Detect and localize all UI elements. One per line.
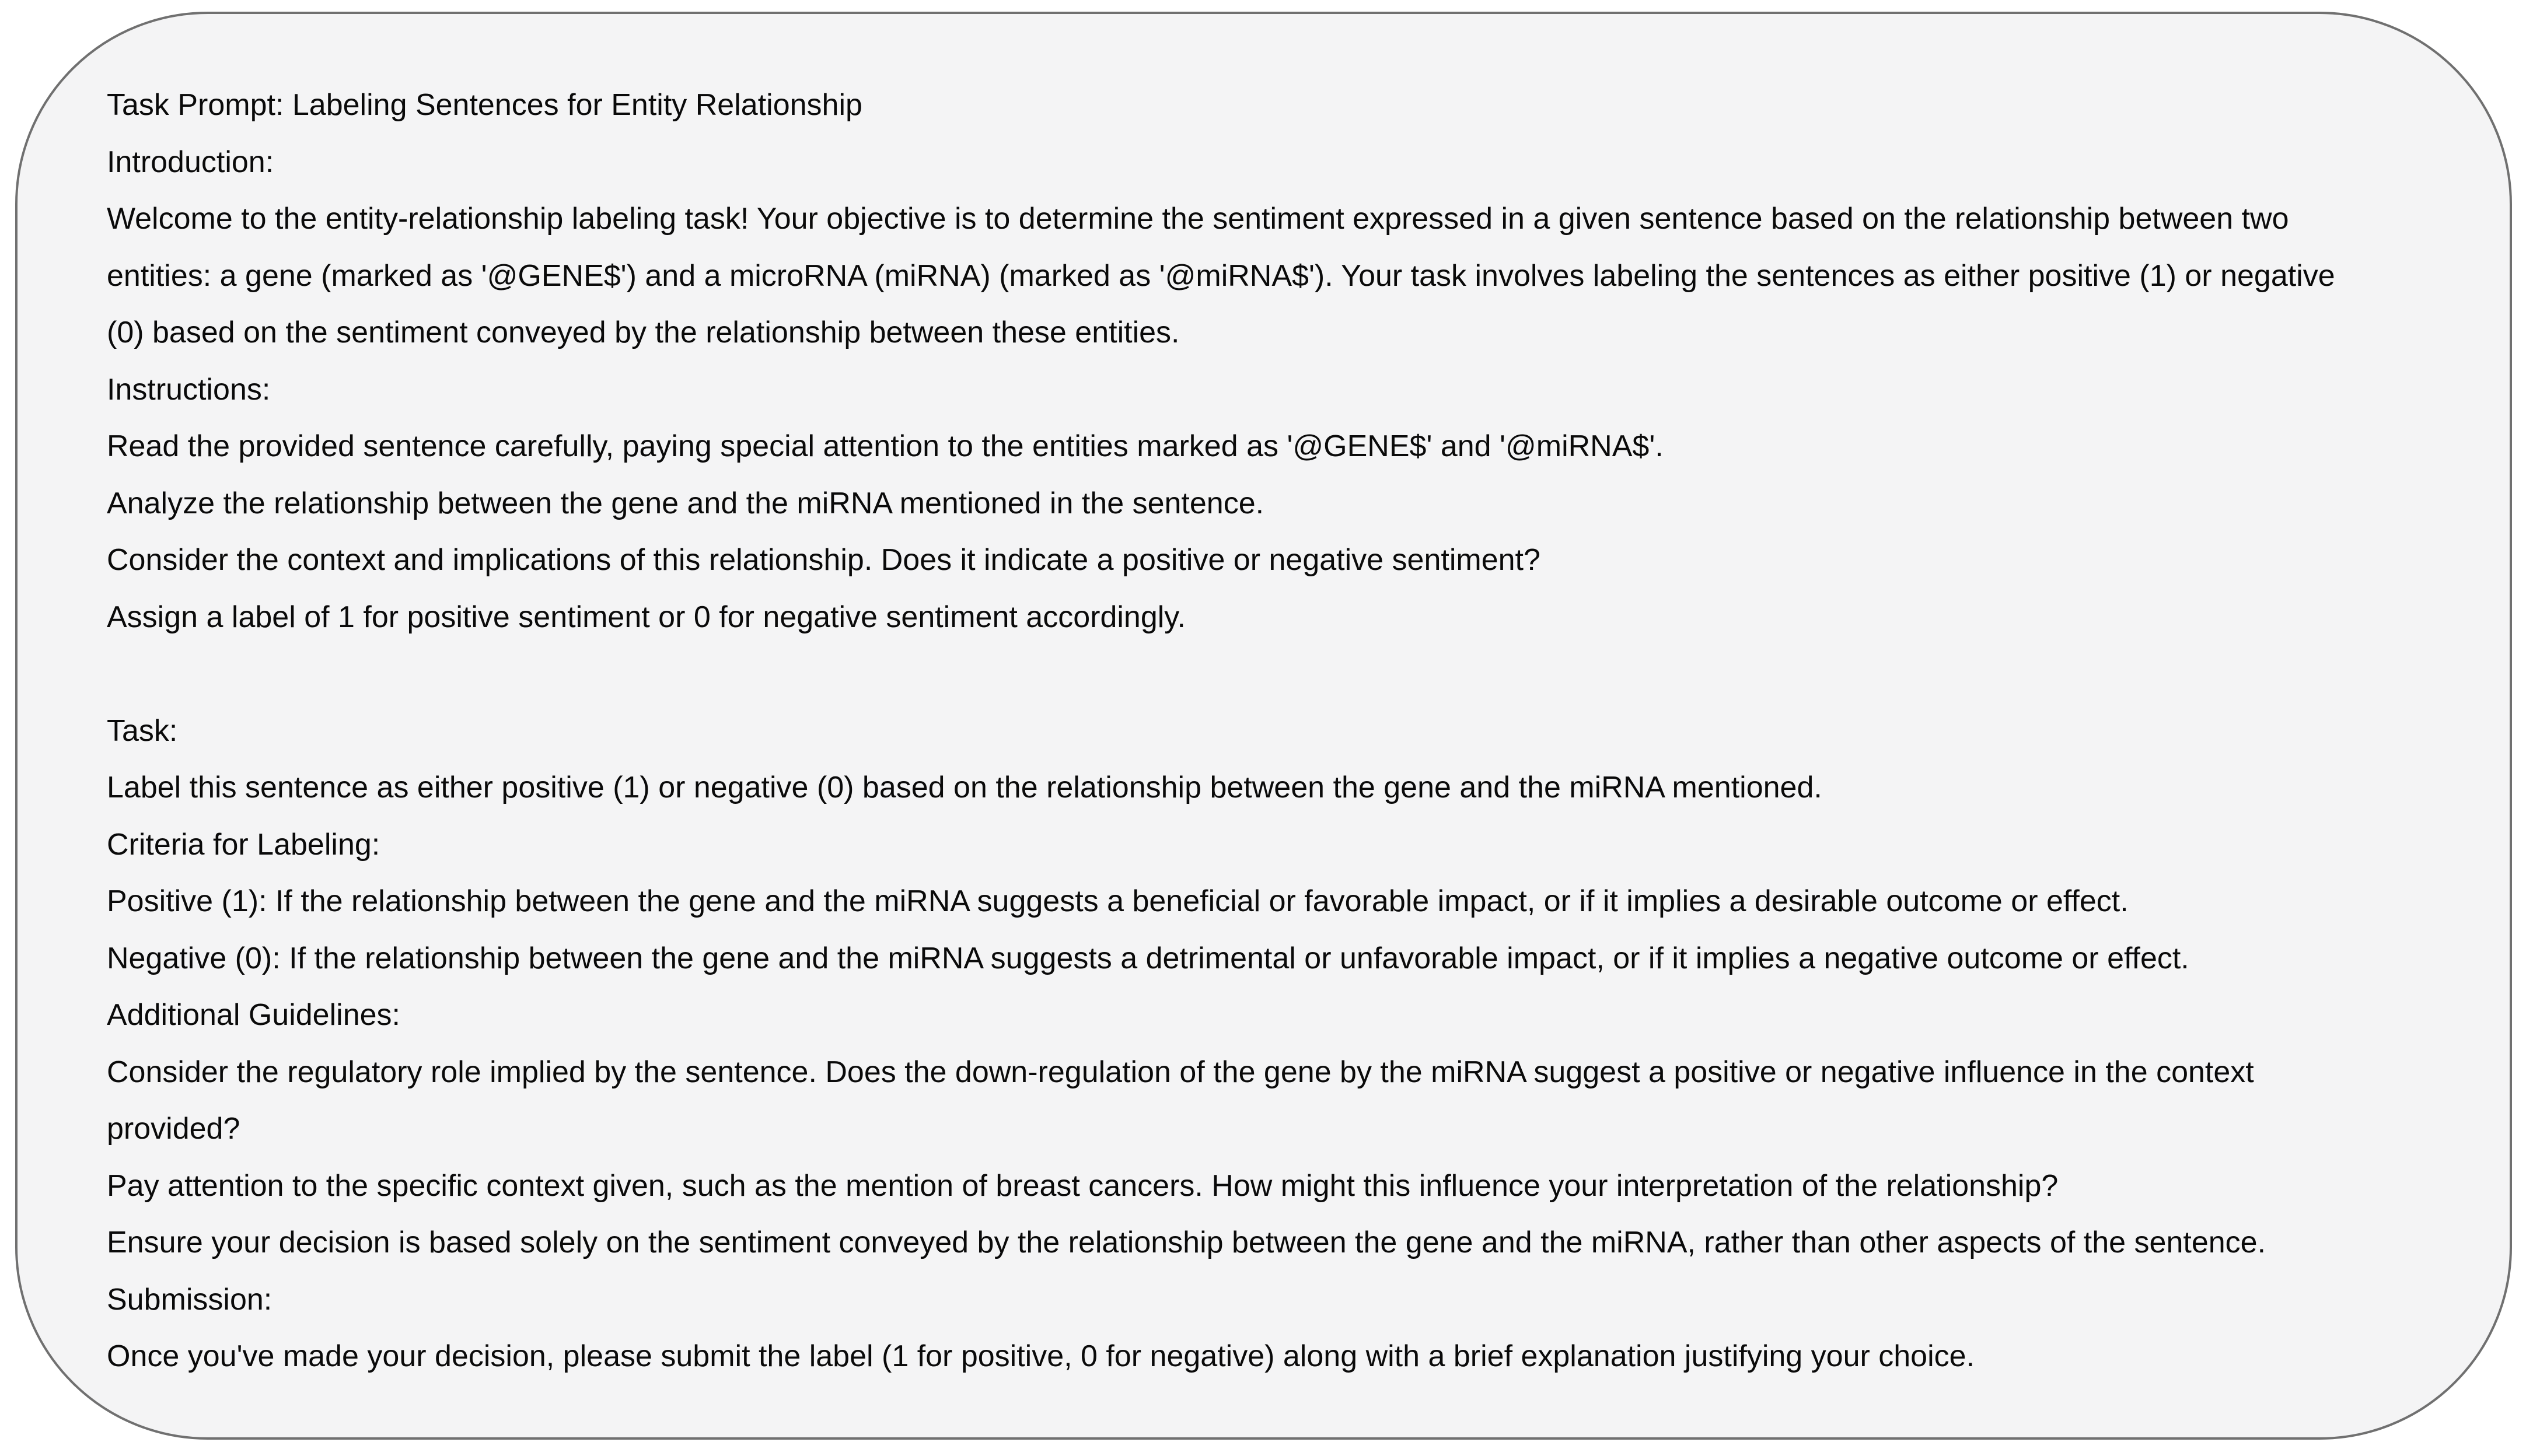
prompt-line: Consider the context and implications of this relationship. Does it indicate a positive or negative sentiment?: [107, 543, 1540, 577]
prompt-line: provided?: [107, 1112, 240, 1146]
prompt-line-instructions-heading: Instructions:: [107, 372, 271, 407]
prompt-line: Label this sentence as either positive (1) or negative (0) based on the relationship between the gene and the miRNA mentioned.: [107, 771, 1822, 804]
task-prompt-card: [15, 12, 2512, 1440]
prompt-line: (0) based on the sentiment conveyed by the relationship between these entities.: [107, 316, 1180, 349]
prompt-line: Pay attention to the specific context given, such as the mention of breast cancers. How might this influence your interpretation of the relationship?: [107, 1168, 2059, 1203]
prompt-line: Ensure your decision is based solely on the sentiment conveyed by the relationship between the gene and the miRNA, rather than other aspects of the sentence.: [107, 1226, 2266, 1259]
prompt-line-introduction-heading: Introduction:: [107, 145, 274, 179]
prompt-line: Analyze the relationship between the gene and the miRNA mentioned in the sentence.: [107, 486, 1264, 520]
prompt-line-submission-heading: Submission:: [107, 1282, 272, 1317]
prompt-line: Assign a label of 1 for positive sentiment or 0 for negative sentiment accordingly.: [107, 600, 1186, 634]
prompt-line: Once you've made your decision, please submit the label (1 for positive, 0 for negative) along with a brief explanation justifying your choice.: [107, 1339, 1975, 1373]
prompt-line: entities: a gene (marked as '@GENE$') and a microRNA (miRNA) (marked as '@miRNA$'). Your task involves labeling the sentences as either positive (1) or negative: [107, 258, 2335, 293]
prompt-line-title: Task Prompt: Labeling Sentences for Entity Relationship: [107, 88, 862, 122]
prompt-line-task-heading: Task:: [107, 713, 178, 748]
prompt-line: Positive (1): If the relationship between the gene and the miRNA suggests a beneficial or favorable impact, or if it implies a desirable outcome or effect.: [107, 884, 2129, 918]
prompt-line: Welcome to the entity-relationship labeling task! Your objective is to determine the sentiment expressed in a given sentence based on the relationship between two: [107, 202, 2289, 236]
prompt-line-blank: [107, 646, 2457, 703]
prompt-line: Negative (0): If the relationship between the gene and the miRNA suggests a detrimental or unfavorable impact, or if it implies a negative outcome or effect.: [107, 941, 2189, 975]
prompt-line: Read the provided sentence carefully, paying special attention to the entities marked as '@GENE$' and '@miRNA$'.: [107, 429, 1664, 463]
prompt-text-block: [107, 77, 2457, 1385]
prompt-line: Consider the regulatory role implied by the sentence. Does the down-regulation of the gene by the miRNA suggest a positive or negative influence in the context: [107, 1055, 2254, 1089]
prompt-line-criteria-heading: Criteria for Labeling:: [107, 827, 380, 862]
prompt-line-guidelines-heading: Additional Guidelines:: [107, 998, 400, 1032]
